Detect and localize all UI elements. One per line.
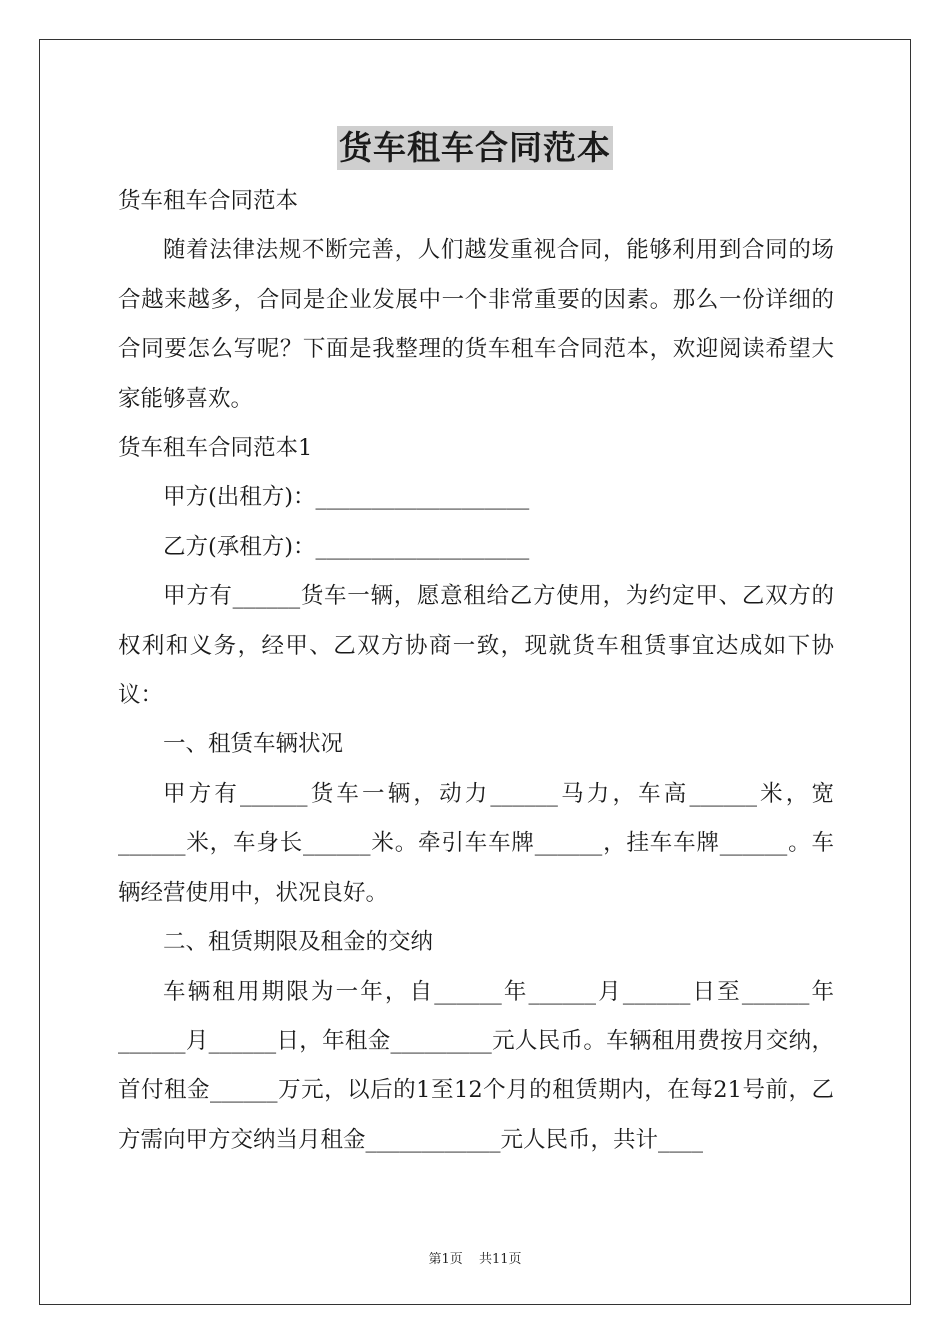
paragraph-party-a: 甲方(出租方)：___________________ (163, 484, 530, 511)
clause-heading-2: 二、租赁期限及租金的交纳 (163, 929, 434, 956)
page-number: 第1页 (428, 1252, 463, 1267)
paragraph-vehicle-status: 甲方有______货车一辆，动力______马力，车高______米，宽______米，车身长______米。牵引车车牌______，挂车车牌______。车辆经营使用中，状况良好。 (118, 780, 834, 906)
title-wrap (0, 126, 950, 170)
paragraph-section-heading: 货车租车合同范本1 (118, 435, 313, 462)
paragraph-subtitle: 货车租车合同范本 (118, 188, 299, 214)
paragraph-party-b: 乙方(承租方)：___________________ (163, 533, 530, 560)
page-footer (0, 1248, 950, 1267)
document-body (118, 177, 834, 1165)
paragraph-rent-terms: 车辆租用期限为一年，自______年______月______日至______年______月______日，年租金_________元人民币。车辆租用费按月交纳，首付租金______万元，以后的1至12个月的租赁期内，在每21号前，乙方需向甲方交纳当月租金____________元人民币，共计____ (118, 978, 834, 1153)
clause-heading-1: 一、租赁车辆状况 (163, 731, 344, 758)
document-title: 货车租车合同范本 (337, 126, 613, 170)
paragraph-intro: 随着法律法规不断完善，人们越发重视合同，能够利用到合同的场合越来越多，合同是企业发展中一个非常重要的因素。那么一份详细的合同要怎么写呢？下面是我整理的货车租车合同范本，欢迎阅读希望大家能够喜欢。 (118, 237, 834, 412)
page-total: 共11页 (478, 1252, 522, 1267)
paragraph-agreement: 甲方有______货车一辆，愿意租给乙方使用，为约定甲、乙双方的权利和义务，经甲、乙双方协商一致，现就货车租赁事宜达成如下协议： (118, 583, 834, 709)
